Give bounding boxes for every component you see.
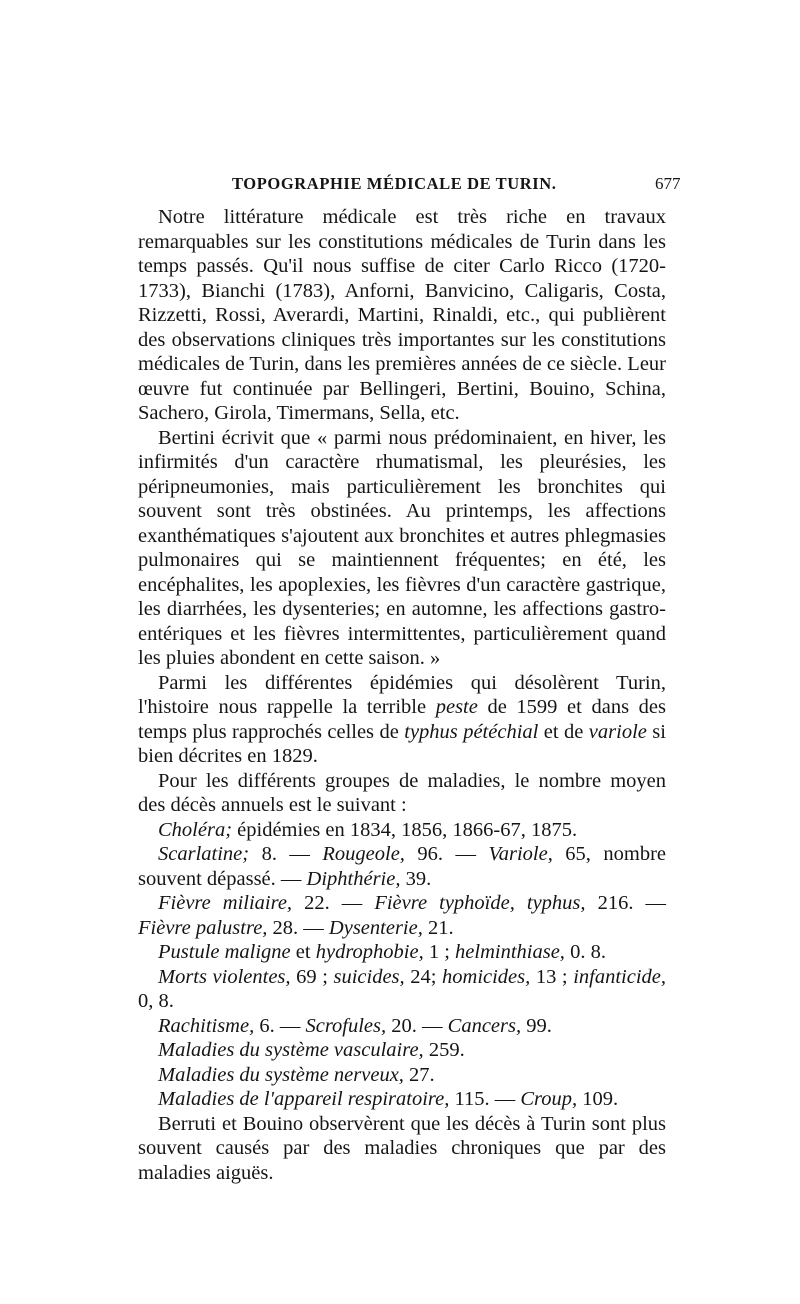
entry-cholera: Choléra; épidémies en 1834, 1856, 1866-67, 1875. <box>158 818 578 841</box>
entry-rachitisme: Rachitisme, 6. — Scrofules, 20. — Cancers, 99. <box>158 1014 552 1037</box>
running-title: TOPOGRAPHIE MÉDICALE DE TURIN. <box>232 174 557 193</box>
entry-fievres: Fièvre miliaire, 22. — Fièvre typhoïde, typhus, 216. — Fièvre palustre, 28. — Dysenterie, 21. <box>138 892 667 939</box>
paragraph-groups-intro: Pour les différents groupes de maladies, le nombre moyen des décès annuels est le suivant : <box>138 769 666 816</box>
page-body <box>138 205 666 1185</box>
paragraph-bertini-quote: Bertini écrivit que « parmi nous prédominaient, en hiver, les infirmités d'un caractère rhumatismal, les pleurésies, les péripneumonies, mais particulièrement les bronchites qui souvent sont très obstinées. Au printemps, les affections exanthématiques s'ajoutent aux bronchites et autres phlegmasies pulmonaires qui se maintiennent fréquentes; en été, les encéphalites, les apoplexies, les fièvres d'un caractère gastrique, les diarrhées, les dysenteries; en automne, les affections gastro-entériques et les fièvres intermittentes, particulièrement quand les pluies abondent en cette saison. » <box>138 426 666 669</box>
paragraph-berruti: Berruti et Bouino observèrent que les décès à Turin sont plus souvent causés par des maladies chroniques que par des maladies aiguës. <box>138 1112 666 1184</box>
entry-nerveux: Maladies du système nerveux, 27. <box>158 1063 435 1086</box>
entry-morts-violentes: Morts violentes, 69 ; suicides, 24; homicides, 13 ; infanticide, 0, 8. <box>138 965 667 1012</box>
paragraph-literature: Notre littérature médicale est très riche en travaux remarquables sur les constitutions médicales de Turin dans les temps passés. Qu'il nous suffise de citer Carlo Ricco (1720-1733), Bianchi (1783), Anforni, Banvicino, Caligaris, Costa, Rizzetti, Rossi, Averardi, Martini, Rinaldi, etc., qui publièrent des observations cliniques très importantes sur les constitutions médicales de Turin, dans les premières années de ce siècle. Leur œuvre fut continuée par Bellingeri, Bertini, Bouino, Schina, Sachero, Girola, Timermans, Sella, etc. <box>138 206 666 424</box>
entry-vasculaire: Maladies du système vasculaire, 259. <box>158 1039 465 1061</box>
term-variole: variole <box>588 720 647 743</box>
term-typhus: typhus pétéchial <box>404 720 539 743</box>
page-number: 677 <box>655 174 681 193</box>
term-peste: peste <box>435 696 478 718</box>
entry-pustule: Pustule maligne et hydrophobie, 1 ; helminthiase, 0. 8. <box>158 941 606 963</box>
paragraph-epidemics: Parmi les différentes épidémies qui désolèrent Turin, l'histoire nous rappelle la terrible peste de 1599 et dans des temps plus rapprochés celles de typhus pétéchial et de variole si bien décrites en 1829. <box>138 671 666 767</box>
entry-scarlatine: Scarlatine; 8. — Rougeole, 96. — Variole, 65, nombre souvent dépassé. — Diphthérie, 39. <box>138 843 667 890</box>
entry-respiratoire: Maladies de l'appareil respiratoire, 115. — Croup, 109. <box>158 1088 619 1110</box>
running-header <box>0 172 800 202</box>
